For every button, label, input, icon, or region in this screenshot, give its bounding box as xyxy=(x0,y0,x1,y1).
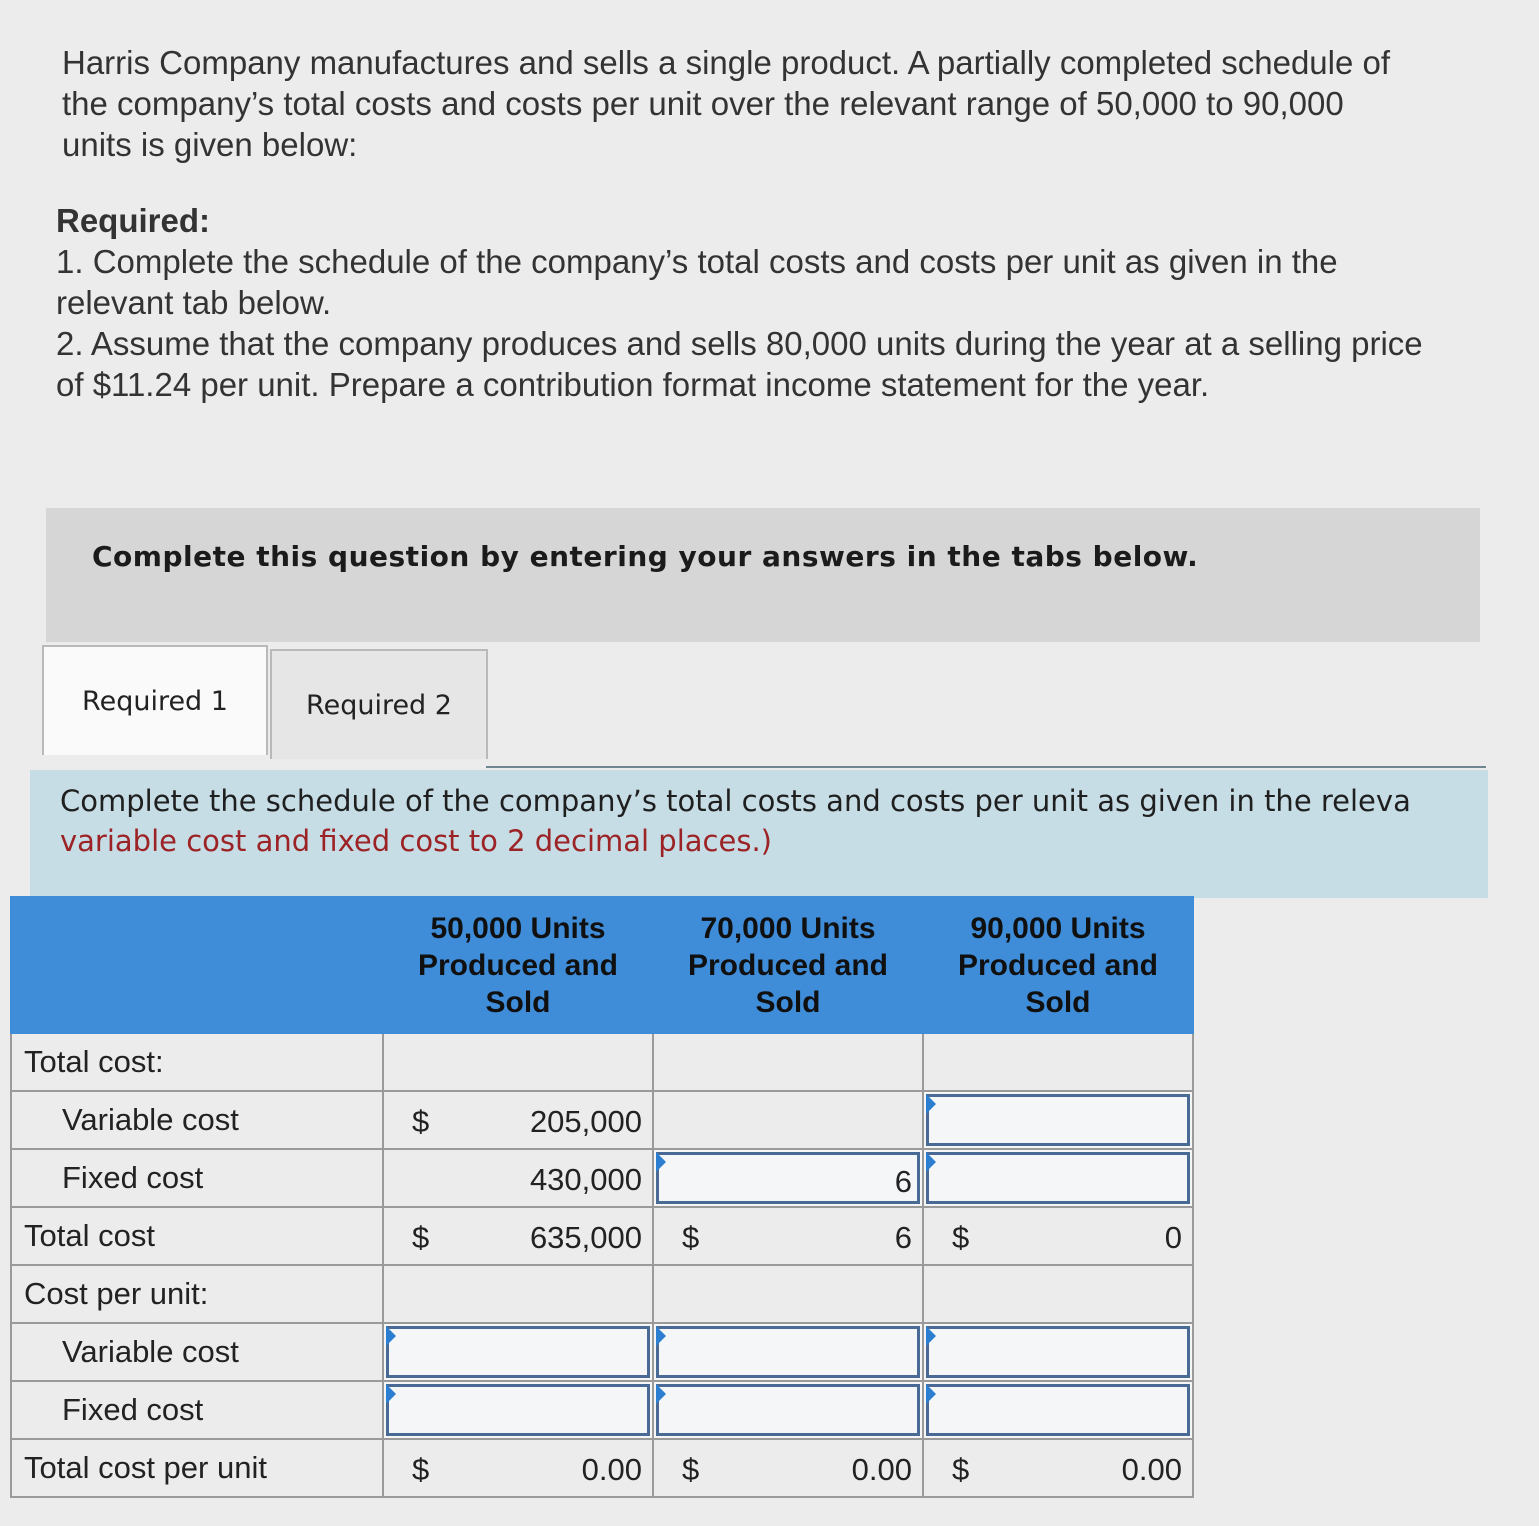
input-marker-icon xyxy=(386,1384,396,1404)
total-cost-unit-70000 xyxy=(653,1439,923,1497)
input-marker-icon xyxy=(926,1152,936,1172)
input-marker-icon xyxy=(926,1326,936,1346)
input-box[interactable] xyxy=(656,1384,920,1436)
total-cost-70000 xyxy=(653,1207,923,1265)
table-row xyxy=(11,1149,1193,1207)
input-marker-icon xyxy=(656,1326,666,1346)
input-box[interactable] xyxy=(656,1326,920,1378)
total-cost-unit-50000-value: 0.00 xyxy=(581,1452,642,1487)
required-item-1: 1. Complete the schedule of the company’s total costs and costs per unit as given in the relevant tab below. xyxy=(56,243,1338,321)
input-box[interactable] xyxy=(656,1152,920,1204)
header-blank xyxy=(11,897,383,1033)
tab-divider xyxy=(486,766,1486,768)
empty-cell xyxy=(923,1265,1193,1323)
variable-cost-unit-50000-input[interactable] xyxy=(383,1323,653,1381)
table-row xyxy=(11,1207,1193,1265)
fixed-cost-50000-value: 430,000 xyxy=(529,1162,642,1197)
total-cost-50000-value: 635,000 xyxy=(529,1220,642,1255)
required-block xyxy=(56,200,1456,405)
table-row xyxy=(11,1033,1193,1091)
table-row xyxy=(11,1323,1193,1381)
fixed-cost-70000-value: 6 xyxy=(894,1164,912,1199)
fixed-cost-70000-input[interactable] xyxy=(653,1149,923,1207)
total-cost-unit-70000-value: 0.00 xyxy=(851,1452,912,1487)
fixed-cost-90000-input[interactable] xyxy=(923,1149,1193,1207)
table-row xyxy=(11,1091,1193,1149)
currency-symbol: $ xyxy=(682,1452,700,1487)
currency-symbol: $ xyxy=(412,1220,430,1255)
variable-cost-unit-90000-input[interactable] xyxy=(923,1323,1193,1381)
empty-cell xyxy=(383,1033,653,1091)
fixed-cost-50000 xyxy=(383,1149,653,1207)
row-label-variable-cost-per-unit: Variable cost xyxy=(11,1323,383,1381)
input-box[interactable] xyxy=(926,1384,1190,1436)
input-marker-icon xyxy=(926,1094,936,1114)
fixed-cost-unit-50000-input[interactable] xyxy=(383,1381,653,1439)
instruction-line-1: Complete the schedule of the company’s total costs and costs per unit as given in the releva xyxy=(60,784,1411,818)
table-row xyxy=(11,1439,1193,1497)
tab-required-2[interactable]: Required 2 xyxy=(270,649,488,759)
input-box[interactable] xyxy=(386,1384,650,1436)
empty-cell xyxy=(653,1033,923,1091)
total-cost-50000 xyxy=(383,1207,653,1265)
empty-cell xyxy=(653,1091,923,1149)
header-90000-units: 90,000 Units Produced and Sold xyxy=(923,897,1193,1033)
currency-symbol: $ xyxy=(412,1104,430,1139)
empty-cell xyxy=(923,1033,1193,1091)
variable-cost-90000-input[interactable] xyxy=(923,1091,1193,1149)
input-marker-icon xyxy=(926,1384,936,1404)
input-marker-icon xyxy=(656,1152,666,1172)
instruction-line-2: variable cost and fixed cost to 2 decimal places.) xyxy=(60,824,772,858)
table-header-row xyxy=(11,897,1193,1033)
row-label-variable-cost: Variable cost xyxy=(11,1091,383,1149)
empty-cell xyxy=(383,1265,653,1323)
row-label-fixed-cost: Fixed cost xyxy=(11,1149,383,1207)
intro-text: Harris Company manufactures and sells a single product. A partially completed schedule of the company’s total costs and costs per unit over the relevant range of 50,000 to 90,000 units is given below: xyxy=(62,44,1391,163)
variable-cost-50000-value: 205,000 xyxy=(529,1104,642,1139)
fixed-cost-unit-90000-input[interactable] xyxy=(923,1381,1193,1439)
total-cost-unit-50000 xyxy=(383,1439,653,1497)
input-box[interactable] xyxy=(386,1326,650,1378)
currency-symbol: $ xyxy=(682,1220,700,1255)
currency-symbol: $ xyxy=(412,1452,430,1487)
required-item-2: 2. Assume that the company produces and sells 80,000 units during the year at a selling price of $11.24 per unit. Prepare a contribution format income statement for the year. xyxy=(56,325,1423,403)
currency-symbol: $ xyxy=(952,1452,970,1487)
cost-schedule-table xyxy=(10,896,1194,1498)
total-cost-70000-value: 6 xyxy=(894,1220,912,1255)
total-cost-unit-90000-value: 0.00 xyxy=(1121,1452,1182,1487)
row-label-total-cost: Total cost xyxy=(11,1207,383,1265)
header-70000-units: 70,000 Units Produced and Sold xyxy=(653,897,923,1033)
table-row xyxy=(11,1381,1193,1439)
input-box[interactable] xyxy=(926,1094,1190,1146)
empty-cell xyxy=(653,1265,923,1323)
required-title: Required: xyxy=(56,202,211,239)
tab-required-1[interactable]: Required 1 xyxy=(42,645,268,755)
instruction-box xyxy=(30,770,1488,898)
banner-text: Complete this question by entering your answers in the tabs below. xyxy=(92,540,1199,573)
header-50000-units: 50,000 Units Produced and Sold xyxy=(383,897,653,1033)
input-box[interactable] xyxy=(926,1326,1190,1378)
total-cost-unit-90000 xyxy=(923,1439,1193,1497)
table-row xyxy=(11,1265,1193,1323)
row-label-fixed-cost-per-unit: Fixed cost xyxy=(11,1381,383,1439)
variable-cost-50000 xyxy=(383,1091,653,1149)
total-cost-90000 xyxy=(923,1207,1193,1265)
row-label-total-cost-section: Total cost: xyxy=(11,1033,383,1091)
fixed-cost-unit-70000-input[interactable] xyxy=(653,1381,923,1439)
row-label-total-cost-per-unit: Total cost per unit xyxy=(11,1439,383,1497)
variable-cost-unit-70000-input[interactable] xyxy=(653,1323,923,1381)
input-marker-icon xyxy=(386,1326,396,1346)
instruction-banner xyxy=(46,508,1480,642)
row-label-cost-per-unit-section: Cost per unit: xyxy=(11,1265,383,1323)
total-cost-90000-value: 0 xyxy=(1164,1220,1182,1255)
input-box[interactable] xyxy=(926,1152,1190,1204)
input-marker-icon xyxy=(656,1384,666,1404)
currency-symbol: $ xyxy=(952,1220,970,1255)
